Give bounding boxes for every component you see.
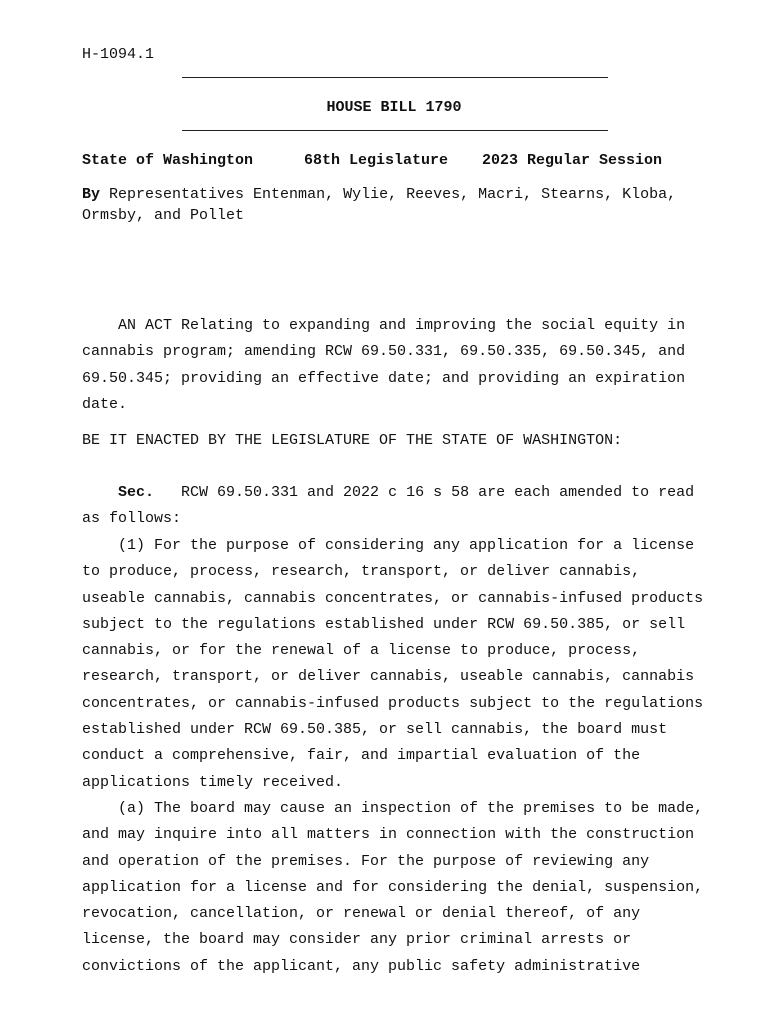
sponsors-block <box>82 184 702 226</box>
subsection-1-paragraph: (1) For the purpose of considering any application for a license to produce, process, research, transport, or deliver cannabis, useable cannabis, cannabis concentrates, or cannabis-infused products subject to the regulations established under RCW 69.50.385, or sell cannabis, or for the renewal of a license to produce, process, research, transport, or deliver cannabis, useable cannabis, cannabis concentrates, or cannabis-infused products subject to the regulations established under RCW 69.50.385, or sell cannabis, the board must conduct a comprehensive, fair, and impartial evaluation of the applications timely received. <box>82 537 704 791</box>
section-intro-text: RCW 69.50.331 and 2022 c 16 s 58 are each amended to read as follows: <box>82 484 695 528</box>
section-intro <box>82 480 712 533</box>
act-paragraph: AN ACT Relating to expanding and improving the social equity in cannabis program; amending RCW 69.50.331, 69.50.335, 69.50.345, and 69.50.345; providing an effective date; and providing an expiration date. <box>82 317 686 413</box>
section-label: Sec. <box>118 484 155 501</box>
top-rule-divider <box>182 77 608 78</box>
document-id: H-1094.1 <box>82 46 155 63</box>
sponsors-list: Representatives Entenman, Wylie, Reeves, Macri, Stearns, Kloba, Ormsby, and Pollet <box>82 186 677 224</box>
bill-title: HOUSE BILL 1790 <box>326 99 462 116</box>
enacting-clause: BE IT ENACTED BY THE LEGISLATURE OF THE STATE OF WASHINGTON: <box>82 432 623 449</box>
state-label: State of Washington <box>82 152 254 169</box>
legislature-label: 68th Legislature <box>304 152 449 169</box>
bottom-rule-divider <box>182 130 608 131</box>
session-label: 2023 Regular Session <box>482 152 663 169</box>
by-label: By <box>82 186 101 203</box>
subsection-a-paragraph: (a) The board may cause an inspection of the premises to be made, and may inquire into all matters in connection with the construction and operation of the premises. For the purpose of reviewing any application for a license and for considering the denial, suspension, revocation, cancellation, or renewal or denial thereof, of any license, the board may consider any prior criminal arrests or convictions of the applicant, any public safety administrative <box>82 800 704 975</box>
